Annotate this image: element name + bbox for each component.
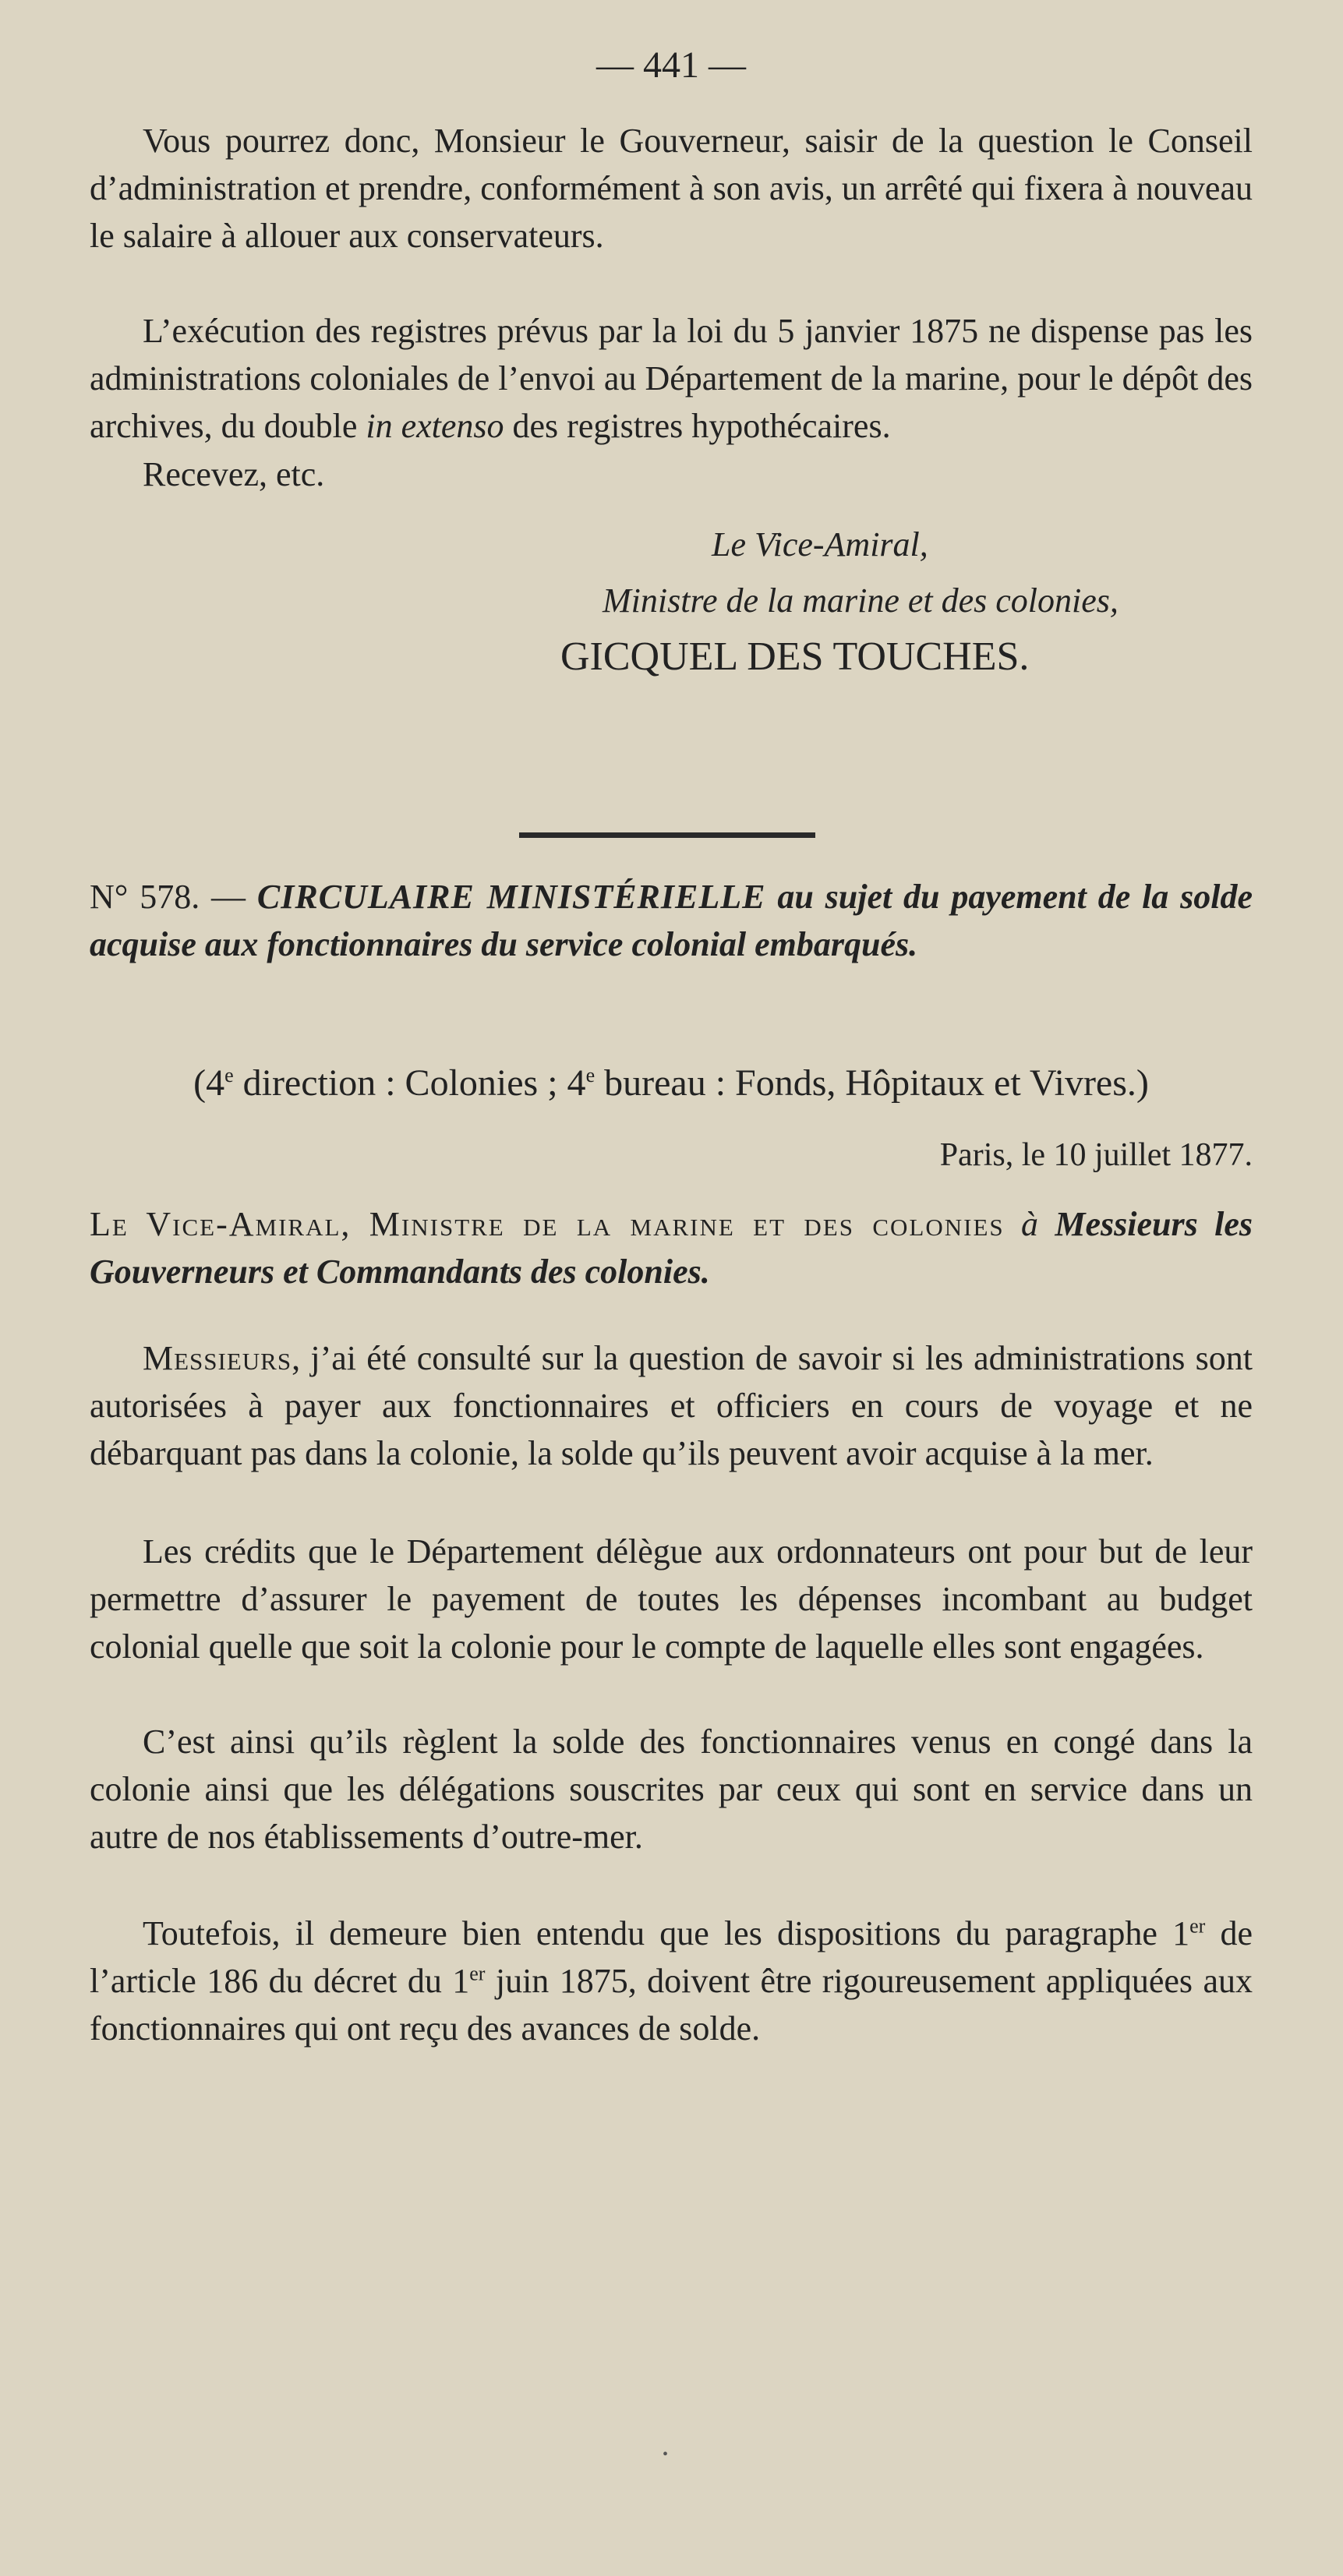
section-divider bbox=[519, 832, 815, 838]
circular-heading bbox=[90, 873, 1253, 968]
text-run: Toutefois, il demeure bien entendu que les dispositions du paragraphe 1 bbox=[143, 1914, 1190, 1952]
recipients: Messieurs les Gouverneurs et Commandants des colonies. bbox=[90, 1205, 1253, 1291]
superscript: er bbox=[469, 1962, 486, 1985]
paragraph-solde: C’est ainsi qu’ils règlent la solde des fonctionnaires venus en congé dans la colonie ainsi que les délégations souscrites par ceux qui sont en service dans un autre de nos établissements d’outre-mer. bbox=[90, 1723, 1253, 1856]
superscript: er bbox=[1189, 1914, 1206, 1938]
address-line bbox=[90, 1200, 1253, 1295]
paragraph-registres bbox=[90, 307, 1253, 450]
italic-phrase: in extenso bbox=[366, 407, 504, 445]
superscript: e bbox=[224, 1064, 234, 1087]
sender: Le Vice-Amiral, Ministre de la marine et des colonies bbox=[90, 1205, 1005, 1243]
direction-line bbox=[90, 1060, 1253, 1107]
paragraph-toutefois bbox=[90, 1910, 1253, 2052]
salutation: Messieurs bbox=[143, 1339, 292, 1377]
date-line: Paris, le 10 juillet 1877. bbox=[939, 1137, 1253, 1173]
text-run: direction : Colonies ; 4 bbox=[233, 1062, 586, 1104]
ink-speck: • bbox=[663, 2446, 669, 2463]
text-run: juin 1875, doivent être rigoureusement appliquées aux fonctionnaires qui ont reçu des avances de solde. bbox=[90, 1962, 1253, 2048]
paragraph-messieurs bbox=[90, 1334, 1253, 1477]
text-run: des registres hypothécaires. bbox=[504, 407, 891, 445]
signature-title: Le Vice-Amiral, bbox=[712, 525, 928, 564]
paragraph-conseil: Vous pourrez donc, Monsieur le Gouverneur, saisir de la question le Conseil d’administration et prendre, conformément à son avis, un arrêté qui fixera à nouveau le salaire à allouer aux conservateurs. bbox=[90, 122, 1253, 255]
circular-subject: au sujet du payement de la solde acquise aux fonctionnaires du service colonial embarqués. bbox=[90, 878, 1253, 963]
text-run: , j’ai été consulté sur la question de savoir si les administrations sont autorisées à payer aux fonctionnaires et officiers en cours de voyage et ne débarquant pas dans la colonie, la solde qu’ils peuvent avoir acquise à la mer. bbox=[90, 1339, 1253, 1472]
text-run: (4 bbox=[193, 1062, 225, 1104]
text-run: bureau : Fonds, Hôpitaux et Vivres.) bbox=[595, 1062, 1149, 1104]
page-number: — 441 — bbox=[596, 44, 746, 86]
to-word: à bbox=[1004, 1205, 1055, 1243]
superscript: e bbox=[585, 1064, 596, 1087]
circular-title: CIRCULAIRE MINISTÉRIELLE bbox=[256, 878, 766, 916]
text-run: L’exécution des registres prévus par la loi du 5 janvier 1875 ne dispense pas les administrations coloniales de l’envoi au Département de la marine, pour le dépôt des archives, du double bbox=[90, 312, 1253, 445]
text-run: de l’article 186 du décret du 1 bbox=[90, 1914, 1253, 2000]
signature-role: Ministre de la marine et des colonies, bbox=[603, 581, 1119, 620]
paragraph-credits: Les crédits que le Département délègue aux ordonnateurs ont pour but de leur permettre d’assurer le payement de toutes les dépenses incombant au budget colonial quelle que soit la colonie pour le compte de laquelle elles sont engagées. bbox=[90, 1532, 1253, 1666]
signature-name: GICQUEL DES TOUCHES. bbox=[560, 634, 1030, 679]
circular-number: N° 578. — bbox=[90, 878, 257, 916]
closing-formula: Recevez, etc. bbox=[143, 455, 325, 493]
